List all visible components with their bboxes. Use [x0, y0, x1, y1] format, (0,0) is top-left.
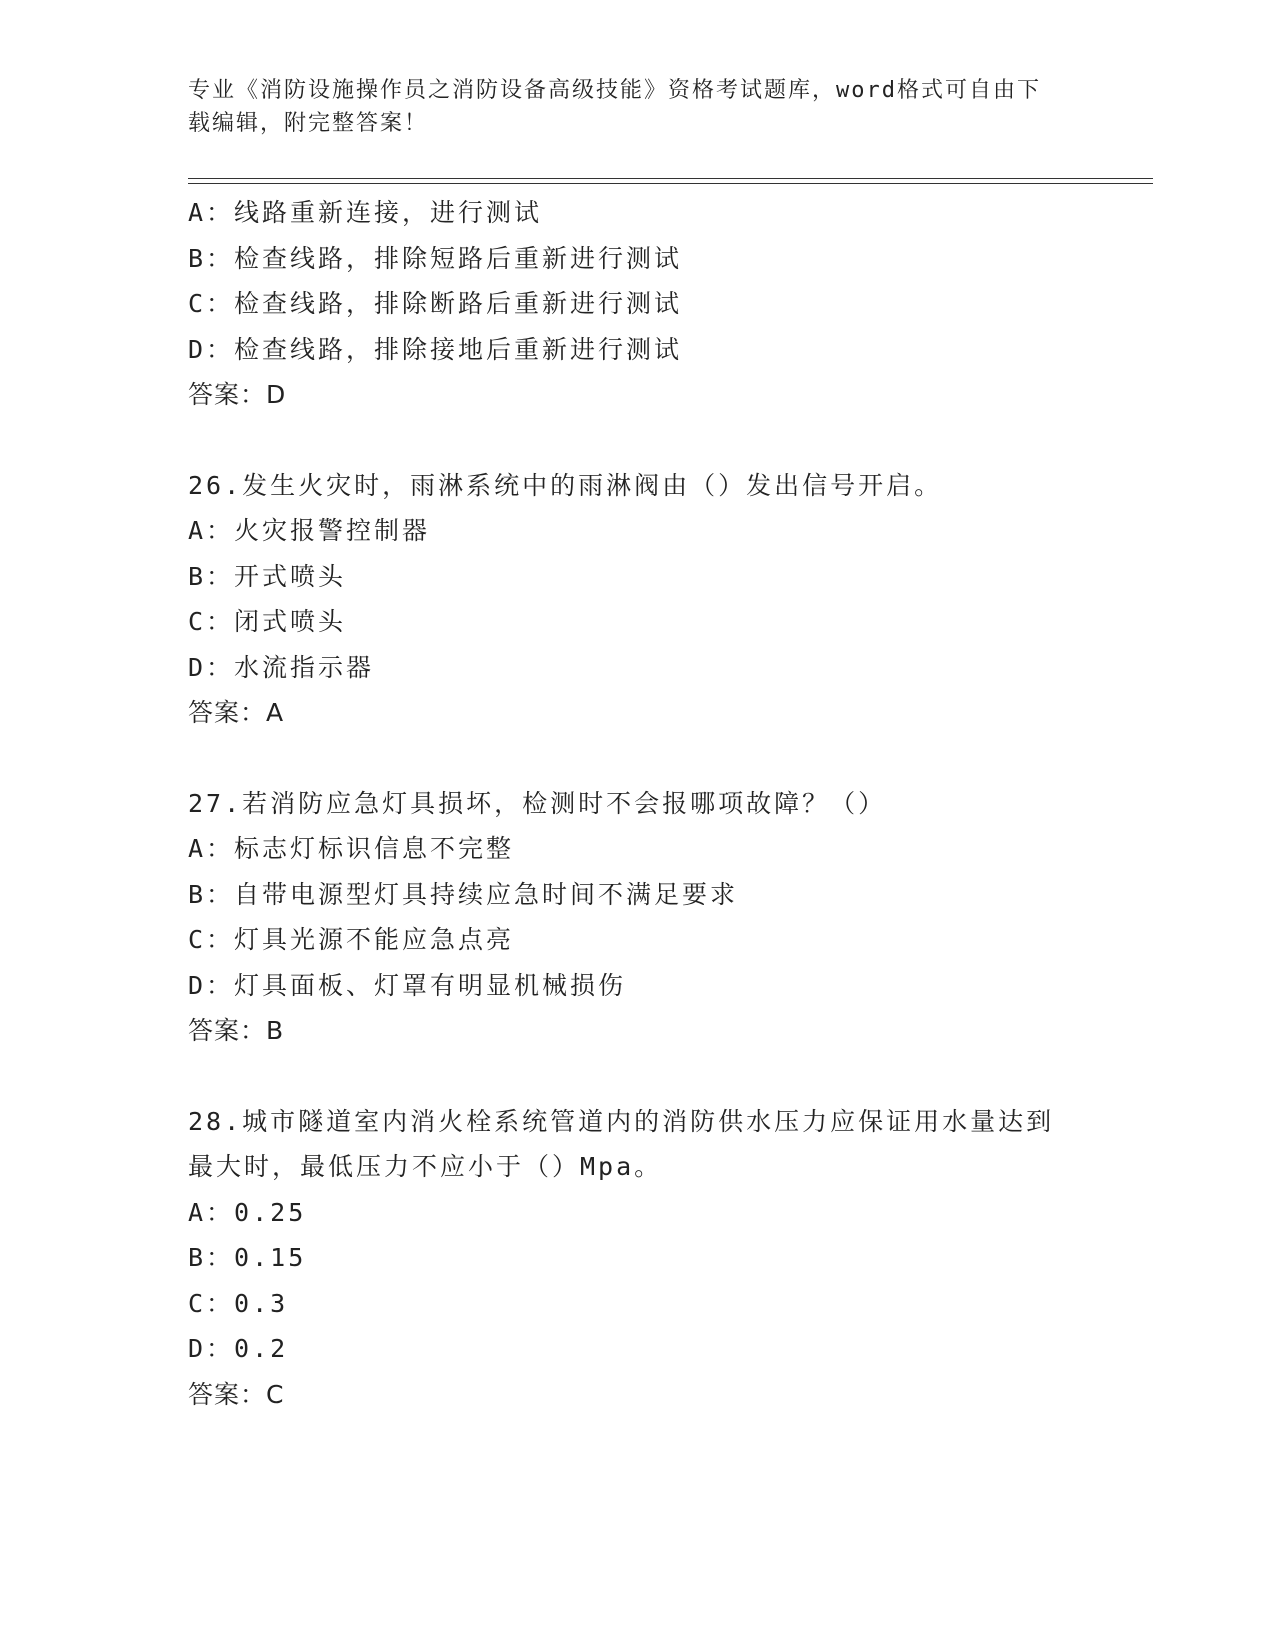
option-a: A：线路重新连接，进行测试 [188, 198, 543, 227]
option-d: D：0.2 [188, 1334, 289, 1363]
spacer [188, 1054, 1088, 1099]
option-b: B：检查线路，排除短路后重新进行测试 [188, 243, 683, 273]
answer: 答案：D [188, 380, 287, 409]
answer: 答案：A [188, 698, 285, 727]
question-text-line-2: 最大时，最低压力不应小于（）Mpa。 [188, 1152, 663, 1181]
option-b: B：自带电源型灯具持续应急时间不满足要求 [188, 879, 739, 909]
spacer [188, 736, 1088, 781]
header-divider-bottom [188, 183, 1153, 184]
question-text: 27.若消防应急灯具损坏，检测时不会报哪项故障？（） [188, 788, 887, 818]
question-28 [188, 1099, 1088, 1418]
question-text-line-1: 28.城市隧道室内消火栓系统管道内的消防供水压力应保证用水量达到 [188, 1106, 1055, 1136]
spacer [188, 418, 1088, 463]
question-text: 26.发生火灾时，雨淋系统中的雨淋阀由（）发出信号开启。 [188, 470, 943, 500]
option-b: B：开式喷头 [188, 561, 347, 591]
question-26 [188, 463, 1088, 736]
option-a: A：0.25 [188, 1197, 307, 1227]
option-d: D：水流指示器 [188, 652, 375, 682]
header-line-2: 载编辑，附完整答案！ [188, 111, 429, 136]
option-d: D：灯具面板、灯罩有明显机械损伤 [188, 970, 627, 1000]
option-d: D：检查线路，排除接地后重新进行测试 [188, 334, 683, 364]
option-a: A：标志灯标识信息不完整 [188, 834, 515, 863]
answer: 答案：C [188, 1379, 285, 1409]
answer: 答案：B [188, 1016, 285, 1045]
option-b: B：0.15 [188, 1243, 307, 1272]
header-line-1: 专业《消防设施操作员之消防设备高级技能》资格考试题库，word格式可自由下 [188, 78, 1041, 103]
question-25 [188, 190, 1088, 418]
question-list [188, 190, 1088, 1417]
header-divider-top [188, 178, 1153, 179]
option-a: A：火灾报警控制器 [188, 516, 431, 545]
question-27 [188, 781, 1088, 1054]
option-c: C：闭式喷头 [188, 607, 347, 636]
option-c: C：0.3 [188, 1288, 289, 1318]
option-c: C：检查线路，排除断路后重新进行测试 [188, 289, 683, 318]
option-c: C：灯具光源不能应急点亮 [188, 925, 515, 954]
document-header [188, 74, 1088, 140]
